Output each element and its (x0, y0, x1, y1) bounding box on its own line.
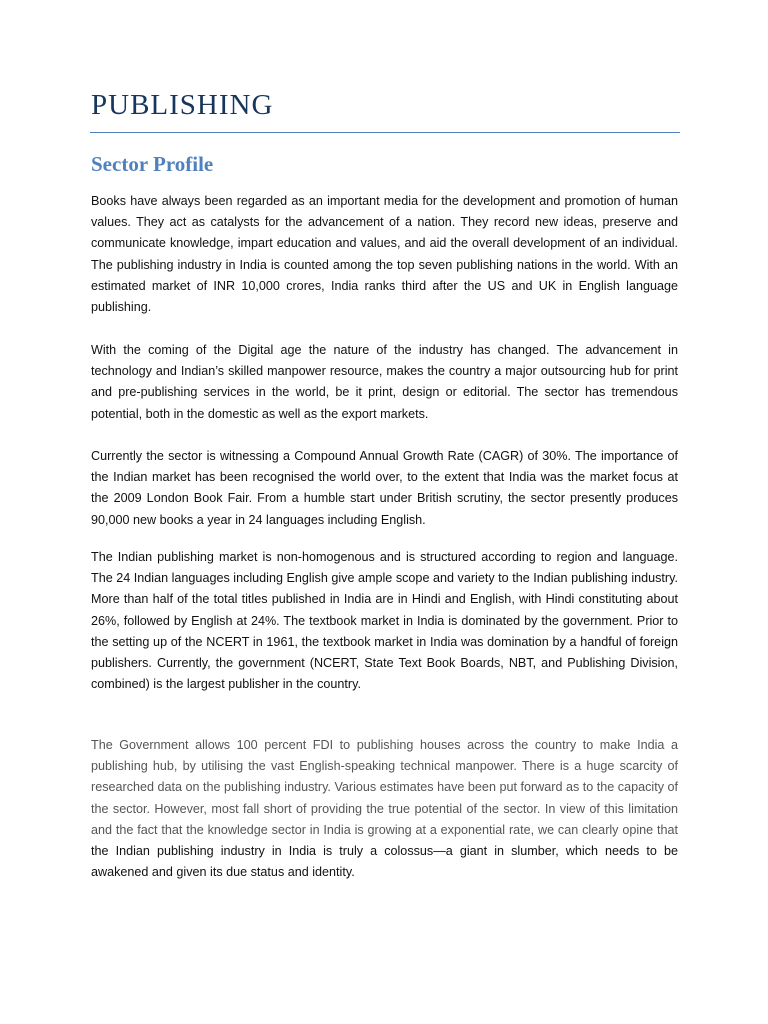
title-divider (90, 132, 680, 133)
paragraph-3: Currently the sector is witnessing a Compound Annual Growth Rate (CAGR) of 30%. The importance of the Indian market has been recognised the world over, to the extent that India was the market focus at the 2009 London Book Fair. From a humble start under British scrutiny, the sector presently produces 90,000 new books a year in 24 languages including English. (91, 449, 678, 527)
page-title: PUBLISHING (91, 89, 274, 121)
paragraph-5-part-1: The Government allows 100 percent FDI to publishing houses across the country to make India a publishing hub, by utilising the vast English-speaking technical manpower. There is a huge scarcity of researched data on the publishing industry. Various estimates have been put forward as to the capacity of the sector. However, most fall short of providing the true potential of the sector. In view of this limitation and the fact that the knowledge sector in India is growing at a exponential rate, we can clearly opine that (91, 738, 678, 837)
paragraph-5-part-2: the Indian publishing industry in India is truly a colossus—a giant in slumber, which needs to be awakened and given its due status and identity. (91, 844, 678, 880)
paragraph-4: The Indian publishing market is non-homogenous and is structured according to region and language. The 24 Indian languages including English give ample scope and variety to the Indian publishing industry. More than half of the total titles published in India are in Hindi and English, with Hindi constituting about 26%, followed by English at 24%. The textbook market in India is dominated by the government. Prior to the setting up of the NCERT in 1961, the textbook market in India was domination by a handful of foreign publishers. Currently, the government (NCERT, State Text Book Boards, NBT, and Publishing Division, combined) is the largest publisher in the country. (91, 550, 678, 692)
section-heading: Sector Profile (91, 152, 214, 176)
paragraph-5 (91, 735, 678, 883)
paragraph-1: Books have always been regarded as an important media for the development and promotion of human values. They act as catalysts for the advancement of a nation. They record new ideas, preserve and communicate knowledge, impart education and values, and aid the overall development of an individual. The publishing industry in India is counted among the top seven publishing nations in the world. With an estimated market of INR 10,000 crores, India ranks third after the US and UK in English language publishing. (91, 194, 678, 315)
paragraph-2: With the coming of the Digital age the nature of the industry has changed. The advancement in technology and Indian’s skilled manpower resource, makes the country a major outsourcing hub for print and pre-publishing services in the world, be it print, design or editorial. The sector has tremendous potential, both in the domestic as well as the export markets. (91, 343, 678, 421)
